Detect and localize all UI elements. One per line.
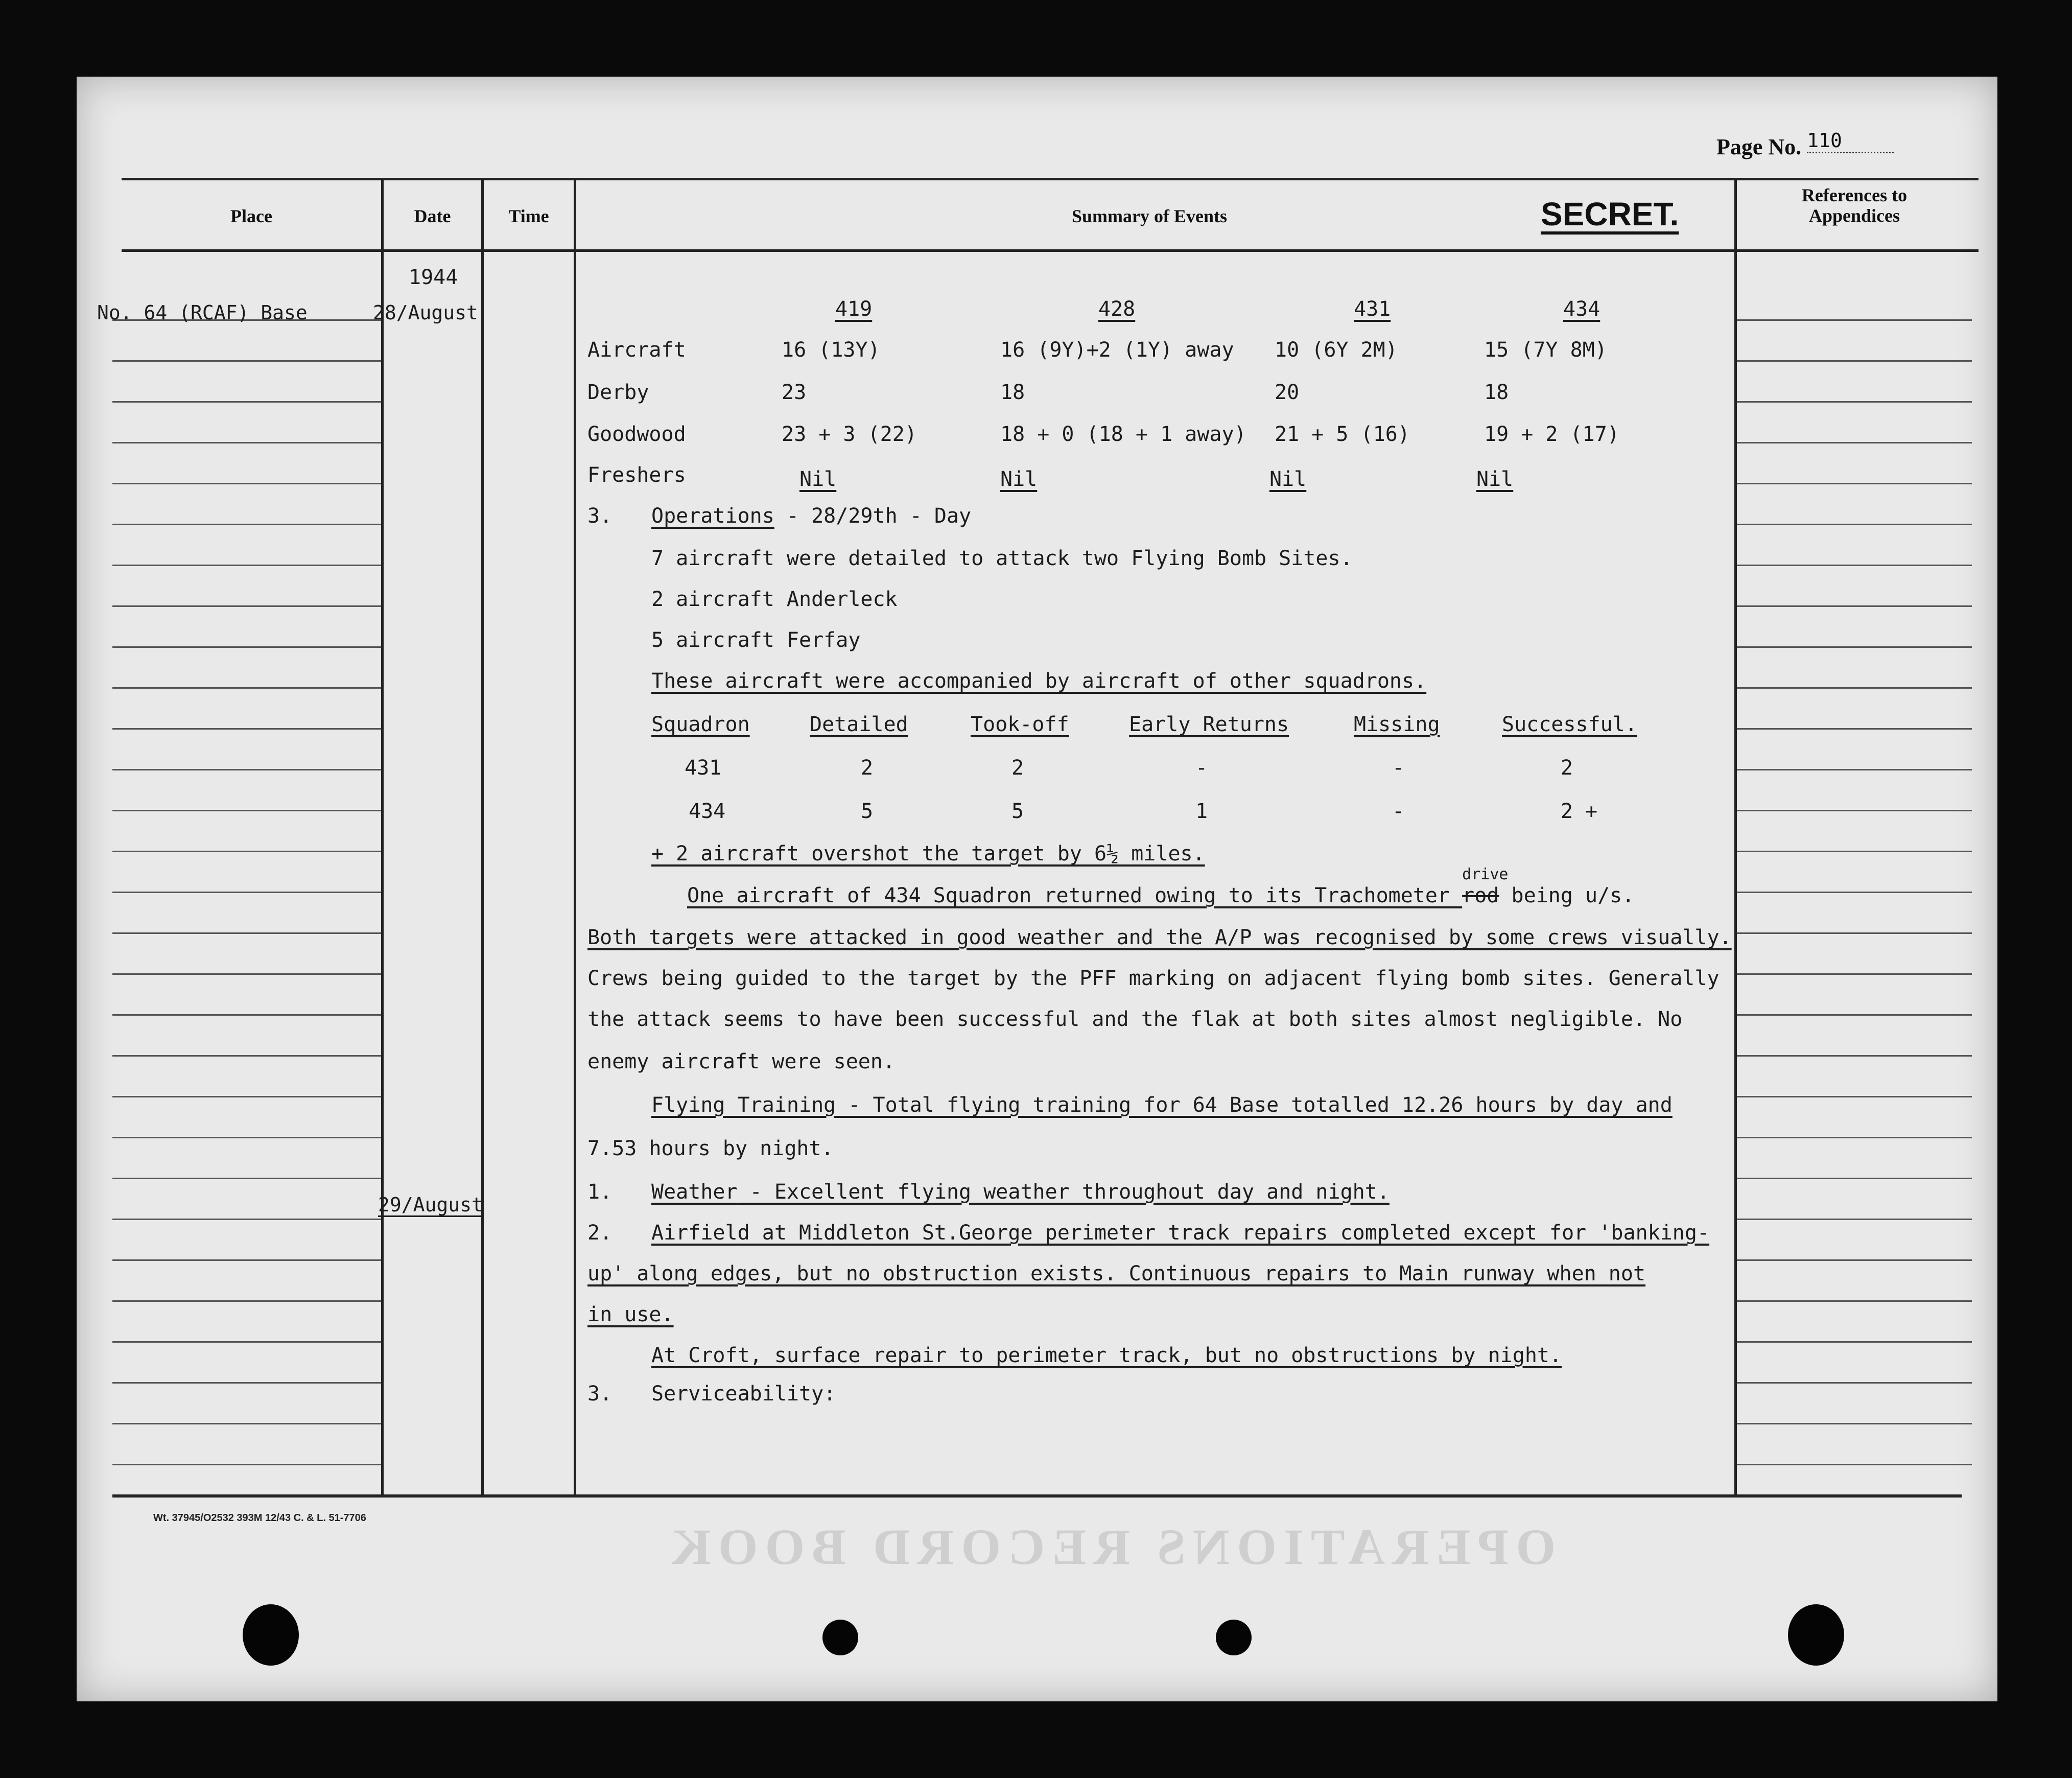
references-rule: [1737, 1055, 1972, 1057]
place-rule: [112, 892, 381, 893]
flying-training-line2: 7.53 hours by night.: [587, 1137, 834, 1160]
place-rule: [112, 1014, 381, 1016]
place-rule: [112, 1137, 381, 1138]
references-rule: [1737, 442, 1972, 443]
place-rule: [112, 401, 381, 403]
airfield-cont: up' along edges, but no obstruction exists. Continuous repairs to Main runway when not: [587, 1262, 1646, 1285]
overshot-note: + 2 aircraft overshot the target by 6½ miles.: [651, 842, 1205, 865]
place-rule: [112, 442, 381, 443]
date-column-border: [381, 178, 384, 1496]
col-header-time: Time: [508, 206, 549, 226]
time-column-border: [481, 178, 484, 1496]
references-column-border: [1734, 178, 1737, 1496]
col-header-date: Date: [414, 206, 451, 226]
place-rule: [112, 769, 381, 770]
ops-cell: 2: [1011, 756, 1024, 780]
flying-training-rest: - Total flying training for 64 Base totalled 12.26 hours by day and: [836, 1093, 1673, 1117]
airfield-line: Airfield at Middleton St.George perimeter track repairs completed except for 'banking-: [651, 1221, 1710, 1245]
squadron-428-header: 428: [1098, 297, 1136, 321]
place-entry: No. 64 (RCAF) Base: [97, 301, 308, 324]
airfield-cont: in use.: [587, 1303, 674, 1326]
aircraft-431: 10 (6Y 2M): [1275, 338, 1398, 362]
ops-cell: 2 +: [1561, 800, 1598, 823]
operations-line: These aircraft were accompanied by aircraft of other squadrons.: [651, 669, 1427, 693]
references-rule: [1737, 687, 1972, 689]
references-rule: [1737, 1423, 1972, 1424]
ops-cell: 2: [1561, 756, 1573, 780]
place-rule: [112, 1300, 381, 1302]
place-rule: [112, 1219, 381, 1220]
serviceability-number: 3.: [587, 1382, 613, 1406]
references-rule: [1737, 810, 1972, 811]
references-rule: [1737, 728, 1972, 730]
weather-text: - Excellent flying weather throughout day and night.: [737, 1180, 1390, 1204]
serviceability-heading: Serviceability:: [651, 1382, 836, 1406]
references-rule: [1737, 1341, 1972, 1343]
returned-struck-word: rod: [1462, 884, 1499, 907]
references-rule: [1737, 1300, 1972, 1302]
place-rule: [112, 1382, 381, 1384]
goodwood-419: 23 + 3 (22): [782, 423, 917, 446]
aircraft-428: 16 (9Y)+2 (1Y) away: [1000, 338, 1234, 362]
header-bottom-rule: [122, 249, 1979, 252]
punch-hole: [243, 1604, 299, 1666]
operations-line: 2 aircraft Anderleck: [651, 588, 898, 611]
place-rule: [112, 605, 381, 607]
ops-header-detailed: Detailed: [810, 713, 908, 736]
ops-cell: -: [1392, 756, 1405, 780]
place-rule: [112, 524, 381, 525]
ops-cell: 5: [1011, 800, 1024, 823]
date-28-august: 28/August: [373, 301, 478, 324]
ops-cell: -: [1195, 756, 1208, 780]
references-rule: [1737, 1096, 1972, 1097]
place-rule: [112, 1464, 381, 1465]
narrative-line: Both targets were attacked in good weather and the A/P was recognised by some crews visually.: [587, 926, 1732, 949]
footer-print-code: Wt. 37945/O2532 393M 12/43 C. & L. 51-7706: [153, 1512, 366, 1524]
aug29-weather: [651, 1180, 1390, 1204]
references-rule: [1737, 1014, 1972, 1016]
operations-heading: Operations: [651, 504, 774, 528]
returned-note-post: being u/s.: [1499, 884, 1635, 907]
place-rule: [112, 932, 381, 934]
place-rule: [112, 1055, 381, 1057]
narrative-line: the attack seems to have been successful and the flak at both sites almost negligible. No: [587, 1008, 1683, 1031]
place-rule: [112, 810, 381, 811]
references-rule: [1737, 401, 1972, 403]
freshers-431: Nil: [1269, 467, 1307, 491]
ops-cell: 1: [1195, 800, 1208, 823]
ops-cell: 5: [861, 800, 874, 823]
references-rule: [1737, 483, 1972, 484]
place-rule: [112, 973, 381, 975]
squadron-434-header: 434: [1563, 297, 1600, 321]
operations-heading-line: [651, 504, 971, 528]
row-label-aircraft: Aircraft: [587, 338, 686, 362]
freshers-434: Nil: [1476, 467, 1514, 491]
references-rule: [1737, 605, 1972, 607]
references-rule: [1737, 932, 1972, 934]
references-rule: [1737, 1259, 1972, 1261]
header-top-rule: [122, 178, 1979, 180]
goodwood-428: 18 + 0 (18 + 1 away): [1000, 423, 1246, 446]
row-label-goodwood: Goodwood: [587, 423, 686, 446]
returned-note-pre: One aircraft of 434 Squadron returned owing to its Trachometer: [687, 884, 1463, 907]
ops-cell: 2: [861, 756, 874, 780]
place-rule: [112, 851, 381, 852]
references-rule: [1737, 1178, 1972, 1179]
row-label-freshers: Freshers: [587, 463, 686, 487]
ops-header-squadron: Squadron: [651, 713, 750, 736]
returned-correction: [1462, 865, 1509, 907]
references-rule: [1737, 973, 1972, 975]
croft-line: At Croft, surface repair to perimeter track, but no obstructions by night.: [651, 1344, 1562, 1367]
place-rule: [112, 1178, 381, 1179]
references-rule: [1737, 1382, 1972, 1384]
squadron-419-header: 419: [835, 297, 873, 321]
place-rule: [112, 483, 381, 484]
place-rule: [112, 1096, 381, 1097]
aug29-item-number: 2.: [587, 1221, 613, 1245]
place-rule: [112, 728, 381, 730]
flying-training-heading: Flying Training: [651, 1093, 836, 1117]
record-sheet: [77, 77, 1997, 1701]
weather-heading: Weather: [651, 1180, 738, 1204]
place-rule: [112, 646, 381, 648]
derby-419: 23: [782, 381, 807, 404]
references-rule: [1737, 769, 1972, 770]
references-rule: [1737, 524, 1972, 525]
place-rule: [112, 687, 381, 689]
secret-stamp: SECRET.: [1541, 196, 1679, 232]
operations-line: 5 aircraft Ferfay: [651, 628, 861, 652]
summary-column-border: [574, 178, 576, 1496]
col-header-references: References to Appendices: [1801, 185, 1908, 226]
ops-header-took-off: Took-off: [971, 713, 1069, 736]
references-rule: [1737, 360, 1972, 362]
operations-number: 3.: [587, 504, 613, 528]
aircraft-434: 15 (7Y 8M): [1484, 338, 1607, 362]
references-rule: [1737, 892, 1972, 893]
row-label-derby: Derby: [587, 381, 649, 404]
narrative-line: Crews being guided to the target by the PFF marking on adjacent flying bomb sites. Generally: [587, 967, 1720, 990]
page-number-value: 110: [1807, 129, 1894, 153]
place-rule: [112, 1259, 381, 1261]
goodwood-434: 19 + 2 (17): [1484, 423, 1619, 446]
freshers-419: Nil: [799, 467, 837, 491]
punch-hole: [1216, 1620, 1252, 1655]
page-number: [1716, 129, 1894, 160]
references-rule: [1737, 319, 1972, 321]
freshers-428: Nil: [1000, 467, 1038, 491]
table-bottom-rule: [112, 1494, 1962, 1498]
ops-cell: 431: [685, 756, 722, 780]
aircraft-419: 16 (13Y): [782, 338, 880, 362]
page-number-label: Page No.: [1716, 134, 1802, 159]
place-rule: [112, 1423, 381, 1424]
aug29-item-number: 1.: [587, 1180, 613, 1204]
punch-hole: [822, 1620, 858, 1655]
col-header-summary: Summary of Events: [1072, 206, 1227, 226]
operations-heading-rest: - 28/29th - Day: [774, 504, 972, 528]
place-rule: [112, 360, 381, 362]
ops-cell: -: [1392, 800, 1405, 823]
ops-header-successful: Successful.: [1502, 713, 1637, 736]
derby-428: 18: [1000, 381, 1025, 404]
punch-hole: [1788, 1604, 1844, 1666]
derby-431: 20: [1275, 381, 1300, 404]
col-header-place: Place: [230, 206, 272, 226]
returned-note: [687, 865, 1635, 907]
returned-inserted-word: drive: [1462, 865, 1509, 883]
derby-434: 18: [1484, 381, 1509, 404]
references-rule: [1737, 1219, 1972, 1220]
references-rule: [1737, 565, 1972, 566]
goodwood-431: 21 + 5 (16): [1275, 423, 1410, 446]
place-rule: [112, 565, 381, 566]
references-rule: [1737, 646, 1972, 648]
ops-header-missing: Missing: [1354, 713, 1440, 736]
flying-training-line: [651, 1093, 1673, 1117]
ops-header-early-returns: Early Returns: [1129, 713, 1289, 736]
references-rule: [1737, 851, 1972, 852]
place-rule: [112, 1341, 381, 1343]
date-29-august: 29/August: [378, 1194, 483, 1216]
ops-cell: 434: [689, 800, 726, 823]
bleed-through-title: OPERATIONS RECORD BOOK: [664, 1518, 1556, 1575]
references-rule: [1737, 1137, 1972, 1138]
date-year: 1944: [409, 266, 458, 289]
operations-line: 7 aircraft were detailed to attack two Flying Bomb Sites.: [651, 547, 1353, 570]
narrative-line: enemy aircraft were seen.: [587, 1050, 896, 1073]
references-rule: [1737, 1464, 1972, 1465]
squadron-431-header: 431: [1354, 297, 1391, 321]
